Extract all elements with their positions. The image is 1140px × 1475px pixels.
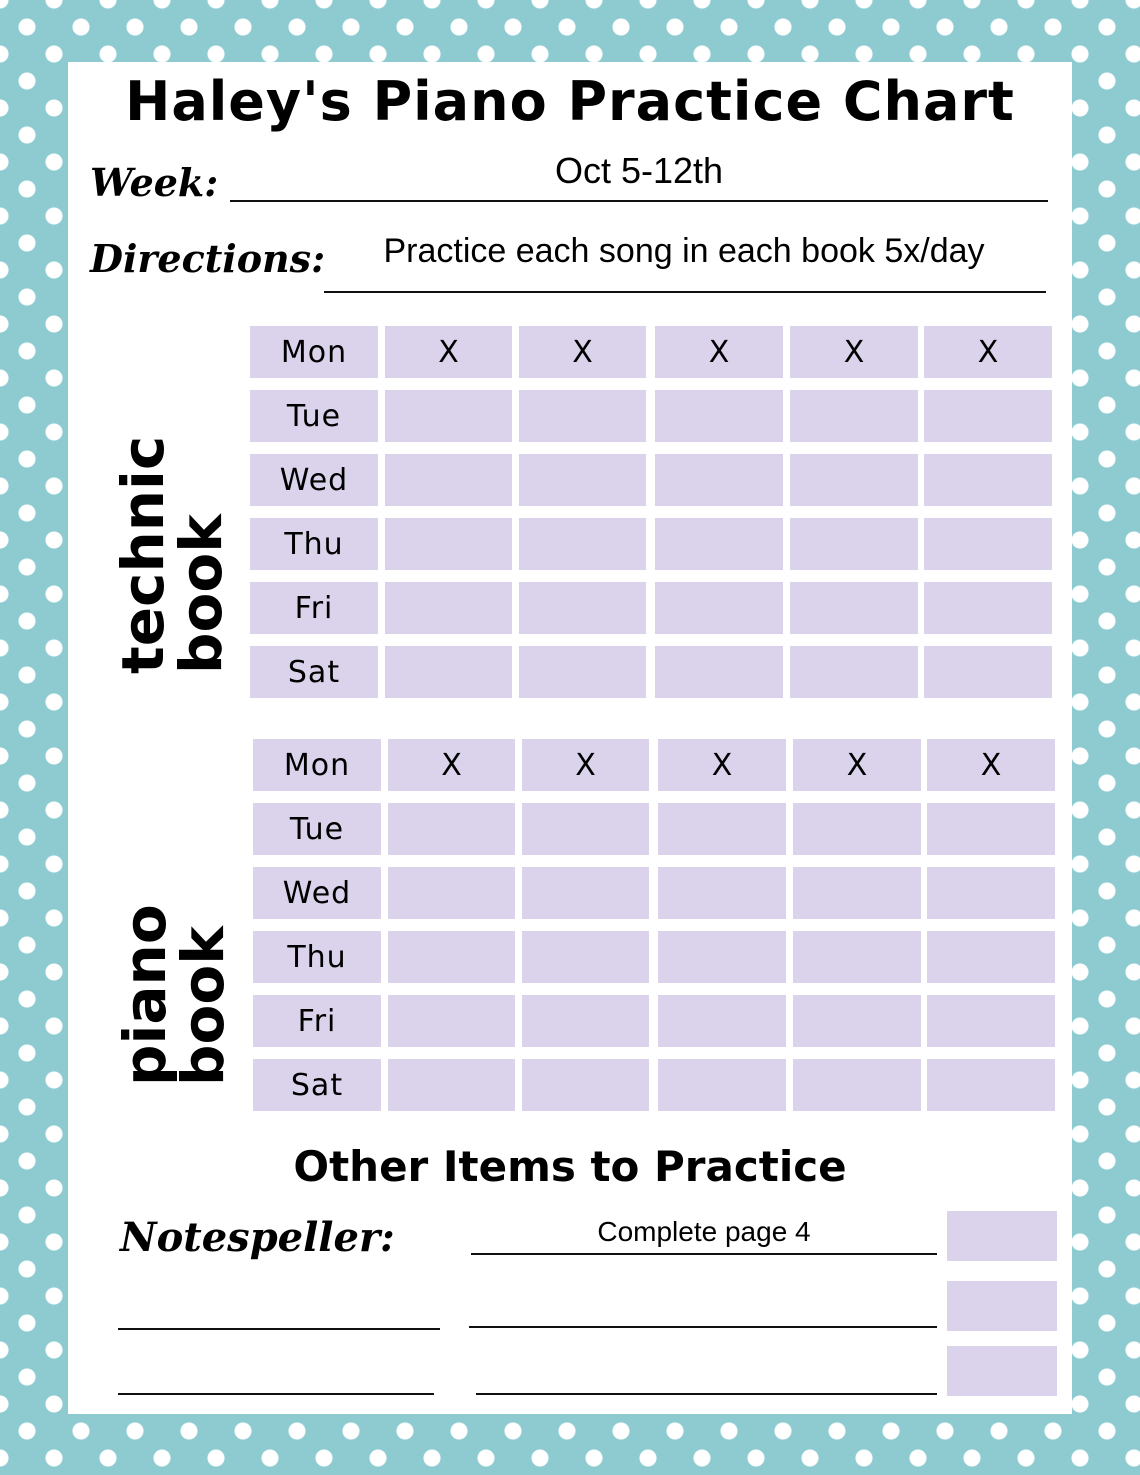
technic-book-label: technic book	[109, 435, 235, 674]
notespeller-value: Complete page 4	[597, 1216, 811, 1247]
practice-checkbox[interactable]	[385, 582, 512, 634]
practice-checkbox[interactable]	[790, 454, 918, 506]
practice-checkbox[interactable]	[522, 1059, 649, 1111]
practice-checkbox[interactable]	[793, 931, 921, 983]
practice-checkbox[interactable]	[658, 995, 786, 1047]
item-3-value-line	[476, 1393, 937, 1395]
practice-checkbox[interactable]: X	[793, 739, 921, 791]
practice-checkbox[interactable]	[790, 646, 918, 698]
day-row	[250, 326, 1055, 378]
day-row	[250, 390, 1055, 442]
practice-checkbox[interactable]	[519, 646, 646, 698]
piano-book-label: piano book	[111, 904, 237, 1086]
practice-checkbox[interactable]: X	[924, 326, 1052, 378]
practice-checkbox[interactable]	[522, 867, 649, 919]
week-line	[230, 200, 1048, 202]
week-label: Week:	[90, 160, 219, 205]
practice-checkbox[interactable]	[388, 1059, 515, 1111]
day-label: Mon	[253, 739, 381, 791]
item-3-checkbox[interactable]	[947, 1346, 1057, 1396]
day-row	[250, 454, 1055, 506]
practice-checkbox[interactable]	[924, 518, 1052, 570]
practice-checkbox[interactable]	[658, 803, 786, 855]
day-label: Wed	[253, 867, 381, 919]
item-3-label-line	[118, 1393, 434, 1395]
practice-checkbox[interactable]	[927, 995, 1055, 1047]
practice-checkbox[interactable]	[519, 582, 646, 634]
practice-checkbox[interactable]	[519, 454, 646, 506]
practice-checkbox[interactable]	[793, 1059, 921, 1111]
practice-checkbox[interactable]	[793, 803, 921, 855]
practice-checkbox[interactable]	[790, 518, 918, 570]
day-label: Thu	[250, 518, 378, 570]
item-2-label-line	[118, 1328, 440, 1330]
practice-checkbox[interactable]	[519, 518, 646, 570]
practice-checkbox[interactable]	[522, 803, 649, 855]
directions-value: Practice each song in each book 5x/day	[383, 232, 985, 270]
item-2-checkbox[interactable]	[947, 1281, 1057, 1331]
practice-checkbox[interactable]	[655, 518, 783, 570]
practice-checkbox[interactable]	[655, 646, 783, 698]
practice-checkbox[interactable]	[927, 931, 1055, 983]
practice-checkbox[interactable]: X	[655, 326, 783, 378]
practice-checkbox[interactable]	[522, 931, 649, 983]
practice-checkbox[interactable]	[388, 867, 515, 919]
practice-checkbox[interactable]	[793, 867, 921, 919]
day-label: Fri	[250, 582, 378, 634]
practice-checkbox[interactable]	[655, 454, 783, 506]
piano-book-grid	[253, 739, 1058, 1111]
practice-checkbox[interactable]	[522, 995, 649, 1047]
technic-book-grid	[250, 326, 1055, 698]
practice-checkbox[interactable]: X	[385, 326, 512, 378]
day-row	[253, 803, 1058, 855]
practice-checkbox[interactable]	[924, 454, 1052, 506]
practice-checkbox[interactable]: X	[927, 739, 1055, 791]
other-items-heading: Other Items to Practice	[293, 1142, 847, 1191]
practice-checkbox[interactable]	[388, 803, 515, 855]
practice-checkbox[interactable]: X	[519, 326, 646, 378]
practice-checkbox[interactable]	[385, 518, 512, 570]
page-title: Haley's Piano Practice Chart	[125, 70, 1015, 133]
practice-checkbox[interactable]	[655, 582, 783, 634]
day-label: Fri	[253, 995, 381, 1047]
day-row	[250, 646, 1055, 698]
practice-sheet	[68, 62, 1072, 1414]
day-row	[250, 582, 1055, 634]
practice-checkbox[interactable]	[924, 390, 1052, 442]
practice-checkbox[interactable]	[658, 931, 786, 983]
practice-checkbox[interactable]: X	[522, 739, 649, 791]
day-label: Tue	[253, 803, 381, 855]
practice-checkbox[interactable]	[790, 582, 918, 634]
practice-checkbox[interactable]	[388, 995, 515, 1047]
directions-label: Directions:	[90, 236, 326, 281]
practice-checkbox[interactable]	[385, 646, 512, 698]
notespeller-line	[471, 1253, 937, 1255]
practice-checkbox[interactable]	[388, 931, 515, 983]
practice-checkbox[interactable]	[924, 582, 1052, 634]
day-row	[253, 931, 1058, 983]
day-label: Tue	[250, 390, 378, 442]
week-value: Oct 5-12th	[554, 150, 724, 191]
day-label: Thu	[253, 931, 381, 983]
practice-checkbox[interactable]: X	[658, 739, 786, 791]
notespeller-checkbox[interactable]	[947, 1211, 1057, 1261]
practice-checkbox[interactable]: X	[388, 739, 515, 791]
practice-checkbox[interactable]	[519, 390, 646, 442]
item-2-value-line	[469, 1326, 937, 1328]
practice-checkbox[interactable]: X	[790, 326, 918, 378]
practice-checkbox[interactable]	[927, 803, 1055, 855]
practice-checkbox[interactable]	[655, 390, 783, 442]
practice-checkbox[interactable]	[385, 390, 512, 442]
day-row	[253, 739, 1058, 791]
day-row	[253, 1059, 1058, 1111]
practice-checkbox[interactable]	[927, 1059, 1055, 1111]
practice-checkbox[interactable]	[658, 867, 786, 919]
practice-checkbox[interactable]	[790, 390, 918, 442]
day-label: Wed	[250, 454, 378, 506]
day-label: Mon	[250, 326, 378, 378]
directions-line	[324, 291, 1046, 293]
practice-checkbox[interactable]	[385, 454, 512, 506]
day-row	[253, 995, 1058, 1047]
day-label: Sat	[253, 1059, 381, 1111]
practice-checkbox[interactable]	[924, 646, 1052, 698]
day-row	[253, 867, 1058, 919]
day-label: Sat	[250, 646, 378, 698]
practice-checkbox[interactable]	[793, 995, 921, 1047]
practice-checkbox[interactable]	[927, 867, 1055, 919]
day-row	[250, 518, 1055, 570]
notespeller-label: Notespeller:	[120, 1214, 395, 1261]
practice-checkbox[interactable]	[658, 1059, 786, 1111]
